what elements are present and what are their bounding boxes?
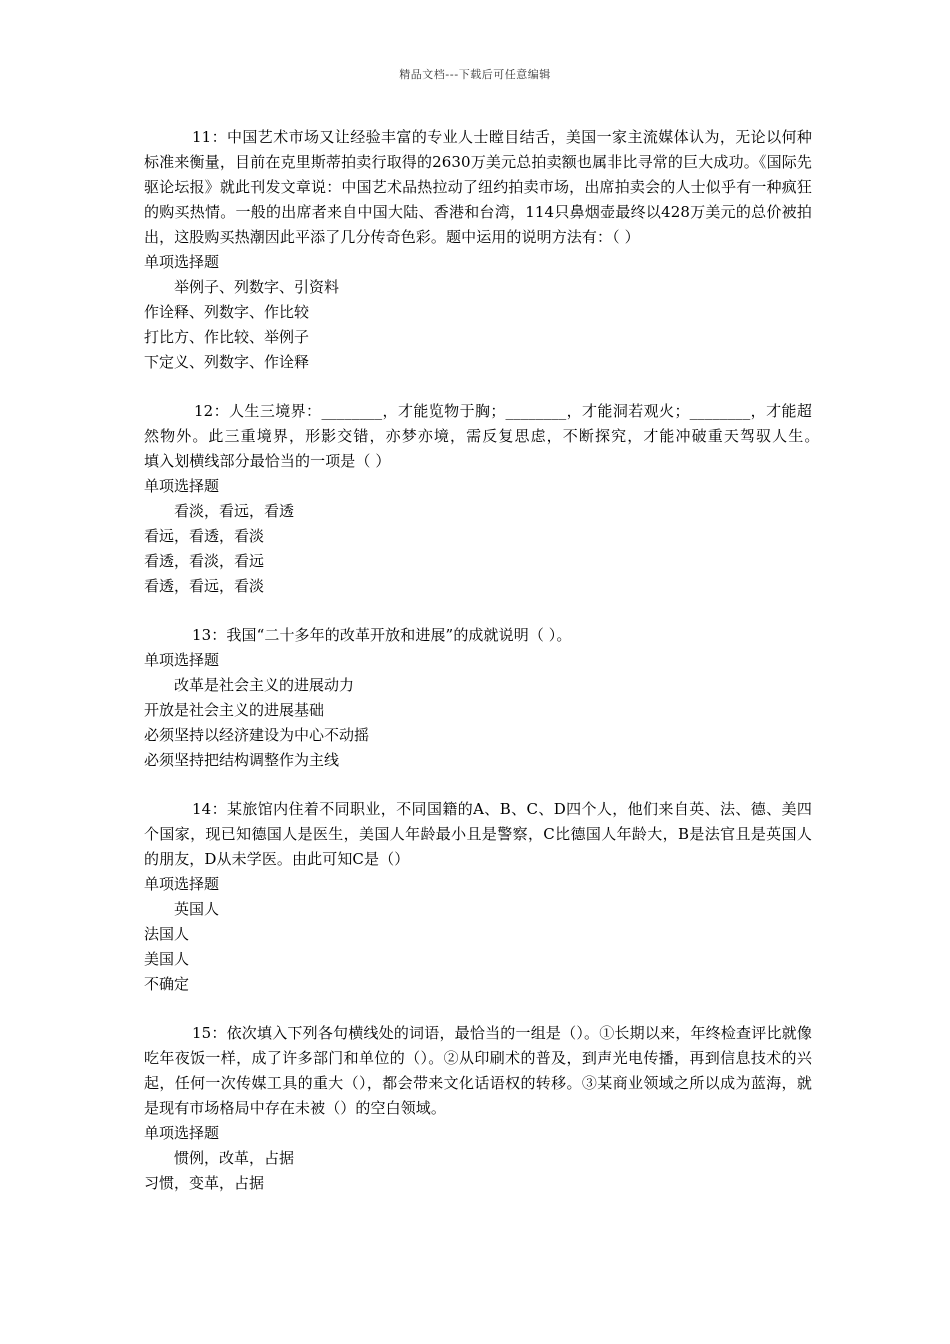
option[interactable]: 惯例，改革，占据 — [174, 1149, 295, 1167]
question-text: 12：人生三境界：________，才能览物于胸；________，才能洞若观火；________，才能超然物外。此三重境界，形影交错，亦梦亦境，需反复思虑，不断探究，才能冲破重天驾驭人生。 填入划横线部分最恰当的一项是（ ） — [144, 402, 843, 470]
page-header: 精品文档---下载后可任意编辑 — [399, 68, 551, 81]
option[interactable]: 打比方、作比较、举例子 — [144, 328, 310, 346]
option[interactable]: 举例子、列数字、引资料 — [174, 278, 340, 296]
question-type: 单项选择题 — [144, 253, 220, 271]
question-type: 单项选择题 — [144, 477, 220, 495]
question-14 — [144, 797, 812, 997]
question-text: 14：某旅馆内住着不同职业，不同国籍的A、B、C、D四个人，他们来自英、法、德、美四个国家，现已知德国人是医生，美国人年龄最小且是警察，C比德国人年龄大，B是法官且是英国人的朋友，D从未学医。由此可知C是（） — [144, 800, 812, 868]
option[interactable]: 英国人 — [174, 900, 220, 918]
question-text: 15：依次填入下列各句横线处的词语，最恰当的一组是（）。①长期以来，年终检查评比就像吃年夜饭一样，成了许多部门和单位的（）。②从印刷术的普及，到声光电传播，再到信息技术的兴起，任何一次传媒工具的重大（），都会带来文化话语权的转移。③某商业领域之所以成为蓝海，就是现有市场格局中存在未被（）的空白领域。 — [144, 1024, 812, 1117]
option[interactable]: 不确定 — [144, 975, 190, 993]
option[interactable]: 看透，看远，看淡 — [144, 577, 265, 595]
question-type: 单项选择题 — [144, 651, 220, 669]
option[interactable]: 必须坚持把结构调整作为主线 — [144, 751, 340, 769]
option[interactable]: 改革是社会主义的进展动力 — [174, 676, 355, 694]
question-text: 11：中国艺术市场又让经验丰富的专业人士瞠目结舌，美国一家主流媒体认为，无论以何种标准来衡量，目前在克里斯蒂拍卖行取得的2630万美元总拍卖额也属非比寻常的巨大成功。《国际先驱论坛报》就此刊发文章说：中国艺术品热拉动了纽约拍卖市场，出席拍卖会的人士似乎有一种疯狂的购买热情。一般的出席者来自中国大陆、香港和台湾，114只鼻烟壶最终以428万美元的总价被拍出，这股购买热潮因此平添了几分传奇色彩。题中运用的说明方法有：（ ） — [144, 128, 812, 246]
option[interactable]: 看淡，看远，看透 — [174, 502, 295, 520]
question-list — [144, 125, 843, 1220]
option[interactable]: 开放是社会主义的进展基础 — [144, 701, 325, 719]
question-type: 单项选择题 — [144, 875, 220, 893]
question-type: 单项选择题 — [144, 1124, 220, 1142]
question-text: 13：我国“二十多年的改革开放和进展”的成就说明（ ）。 — [192, 626, 572, 644]
option[interactable]: 美国人 — [144, 950, 190, 968]
question-15 — [144, 1021, 812, 1196]
option[interactable]: 必须坚持以经济建设为中心不动摇 — [144, 726, 370, 744]
option[interactable]: 作诠释、列数字、作比较 — [144, 303, 310, 321]
question-12 — [144, 399, 843, 599]
question-13 — [144, 623, 812, 773]
option[interactable]: 下定义、列数字、作诠释 — [144, 353, 310, 371]
question-11 — [144, 125, 812, 375]
option[interactable]: 习惯，变革，占据 — [144, 1174, 265, 1192]
option[interactable]: 看透，看淡，看远 — [144, 552, 265, 570]
option[interactable]: 看远，看透，看淡 — [144, 527, 265, 545]
option[interactable]: 法国人 — [144, 925, 190, 943]
